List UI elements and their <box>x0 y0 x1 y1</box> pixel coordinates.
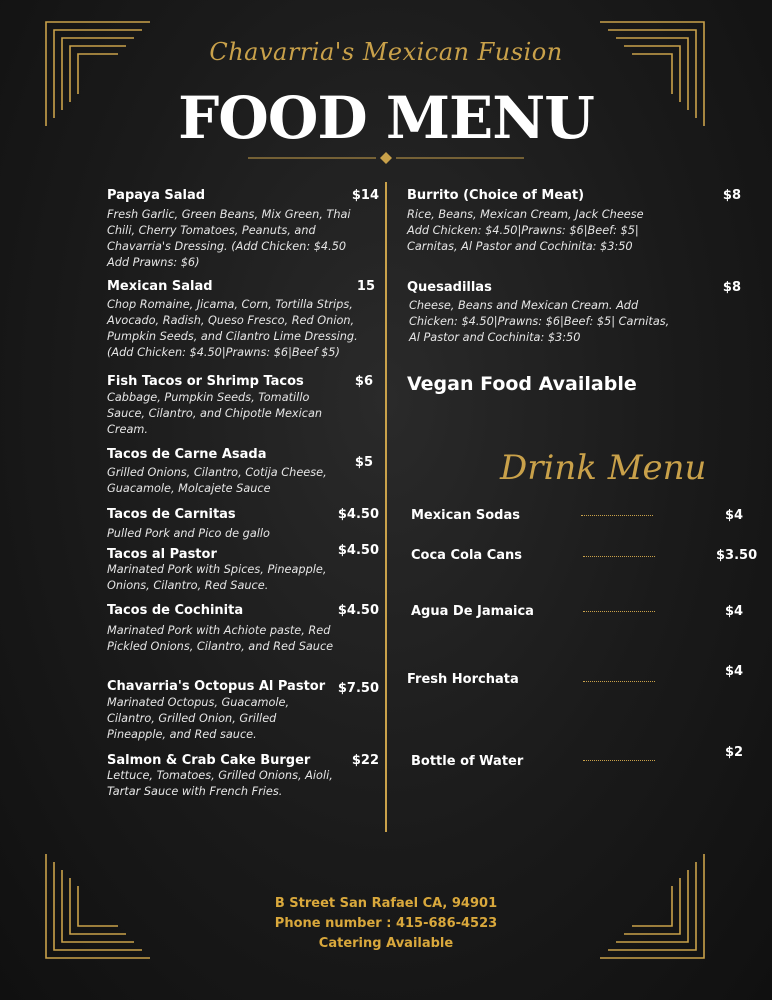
item-name: Chavarria's Octopus Al Pastor <box>107 679 326 694</box>
item-description: Cheese, Beans and Mexican Cream. Add Chicken: $4.50|Prawns: $6|Beef: $5| Carnitas, Al Pastor and Cochinita: $3:50 <box>409 299 670 344</box>
item-name: Tacos al Pastor <box>107 547 217 562</box>
drink-price: $3.50 <box>716 548 758 563</box>
item-description: Lettuce, Tomatoes, Grilled Onions, Aioli, Tartar Sauce with French Fries. <box>107 769 333 798</box>
item-price: 15 <box>356 279 375 294</box>
item-price: $4.50 <box>337 603 379 618</box>
title-divider-icon <box>248 150 524 166</box>
item-description: Marinated Pork with Achiote paste, Red Pickled Onions, Cilantro, and Red Sauce <box>107 624 334 653</box>
item-name: Tacos de Cochinita <box>107 603 244 618</box>
drink-price: $2 <box>725 745 744 760</box>
item-price: $22 <box>351 753 379 768</box>
item-price: $5 <box>354 455 373 470</box>
item-name: Quesadillas <box>407 280 492 295</box>
item-price: $7.50 <box>337 681 379 696</box>
item-price: $8 <box>722 280 741 295</box>
drink-price: $4 <box>725 664 744 679</box>
item-description: Pulled Pork and Pico de gallo <box>107 527 270 540</box>
item-name: Tacos de Carne Asada <box>107 447 267 462</box>
item-description: Marinated Pork with Spices, Pineapple, Onions, Cilantro, Red Sauce. <box>107 563 327 592</box>
column-divider <box>385 182 387 832</box>
vegan-note: Vegan Food Available <box>407 373 637 395</box>
footer-phone: Phone number : 415-686-4523 <box>274 916 498 931</box>
drink-name: Bottle of Water <box>411 754 524 769</box>
item-description: Fresh Garlic, Green Beans, Mix Green, Thai Chili, Cherry Tomatoes, Peanuts, and Chavarria's Dressing. (Add Chicken: $4.50 Add Prawns: $6) <box>107 208 351 269</box>
dot-leader <box>583 681 655 682</box>
drink-price: $4 <box>725 508 744 523</box>
dot-leader <box>583 760 655 761</box>
drink-price: $4 <box>725 604 744 619</box>
item-description: Grilled Onions, Cilantro, Cotija Cheese, Guacamole, Molcajete Sauce <box>107 466 327 495</box>
item-name: Papaya Salad <box>107 188 206 203</box>
item-name: Salmon & Crab Cake Burger <box>107 753 311 768</box>
item-price: $4.50 <box>337 507 379 522</box>
footer-catering: Catering Available <box>318 936 454 951</box>
page-title: FOOD MENU <box>178 84 594 152</box>
item-name: Tacos de Carnitas <box>107 507 236 522</box>
dot-leader <box>583 556 655 557</box>
item-description: Cabbage, Pumpkin Seeds, Tomatillo Sauce, Cilantro, and Chipotle Mexican Cream. <box>107 391 323 436</box>
item-price: $4.50 <box>337 543 379 558</box>
drink-name: Coca Cola Cans <box>411 548 523 563</box>
item-price: $8 <box>722 188 741 203</box>
item-description: Rice, Beans, Mexican Cream, Jack Cheese Add Chicken: $4.50|Prawns: $6|Beef: $5| Carnitas, Al Pastor and Cochinita: $3:50 <box>407 208 644 253</box>
item-price: $14 <box>351 188 379 203</box>
item-description: Marinated Octopus, Guacamole, Cilantro, Grilled Onion, Grilled Pineapple, and Red sauce. <box>107 696 290 741</box>
dot-leader <box>581 515 653 516</box>
item-description: Chop Romaine, Jicama, Corn, Tortilla Strips, Avocado, Radish, Queso Fresco, Red Onion, Pumpkin Seeds, and Cilantro Lime Dressing. (Add Chicken: $4.50|Prawns: $6|Beef $5) <box>107 298 358 359</box>
restaurant-name: Chavarria's Mexican Fusion <box>209 38 563 66</box>
dot-leader <box>583 611 655 612</box>
footer-address: B Street San Rafael CA, 94901 <box>274 896 498 911</box>
drink-name: Mexican Sodas <box>411 508 520 523</box>
item-name: Burrito (Choice of Meat) <box>407 188 585 203</box>
item-name: Fish Tacos or Shrimp Tacos <box>107 374 304 389</box>
item-price: $6 <box>354 374 373 389</box>
drink-name: Fresh Horchata <box>407 672 519 687</box>
drink-name: Agua De Jamaica <box>411 604 534 619</box>
drink-menu-title: Drink Menu <box>500 448 707 488</box>
item-name: Mexican Salad <box>107 279 213 294</box>
